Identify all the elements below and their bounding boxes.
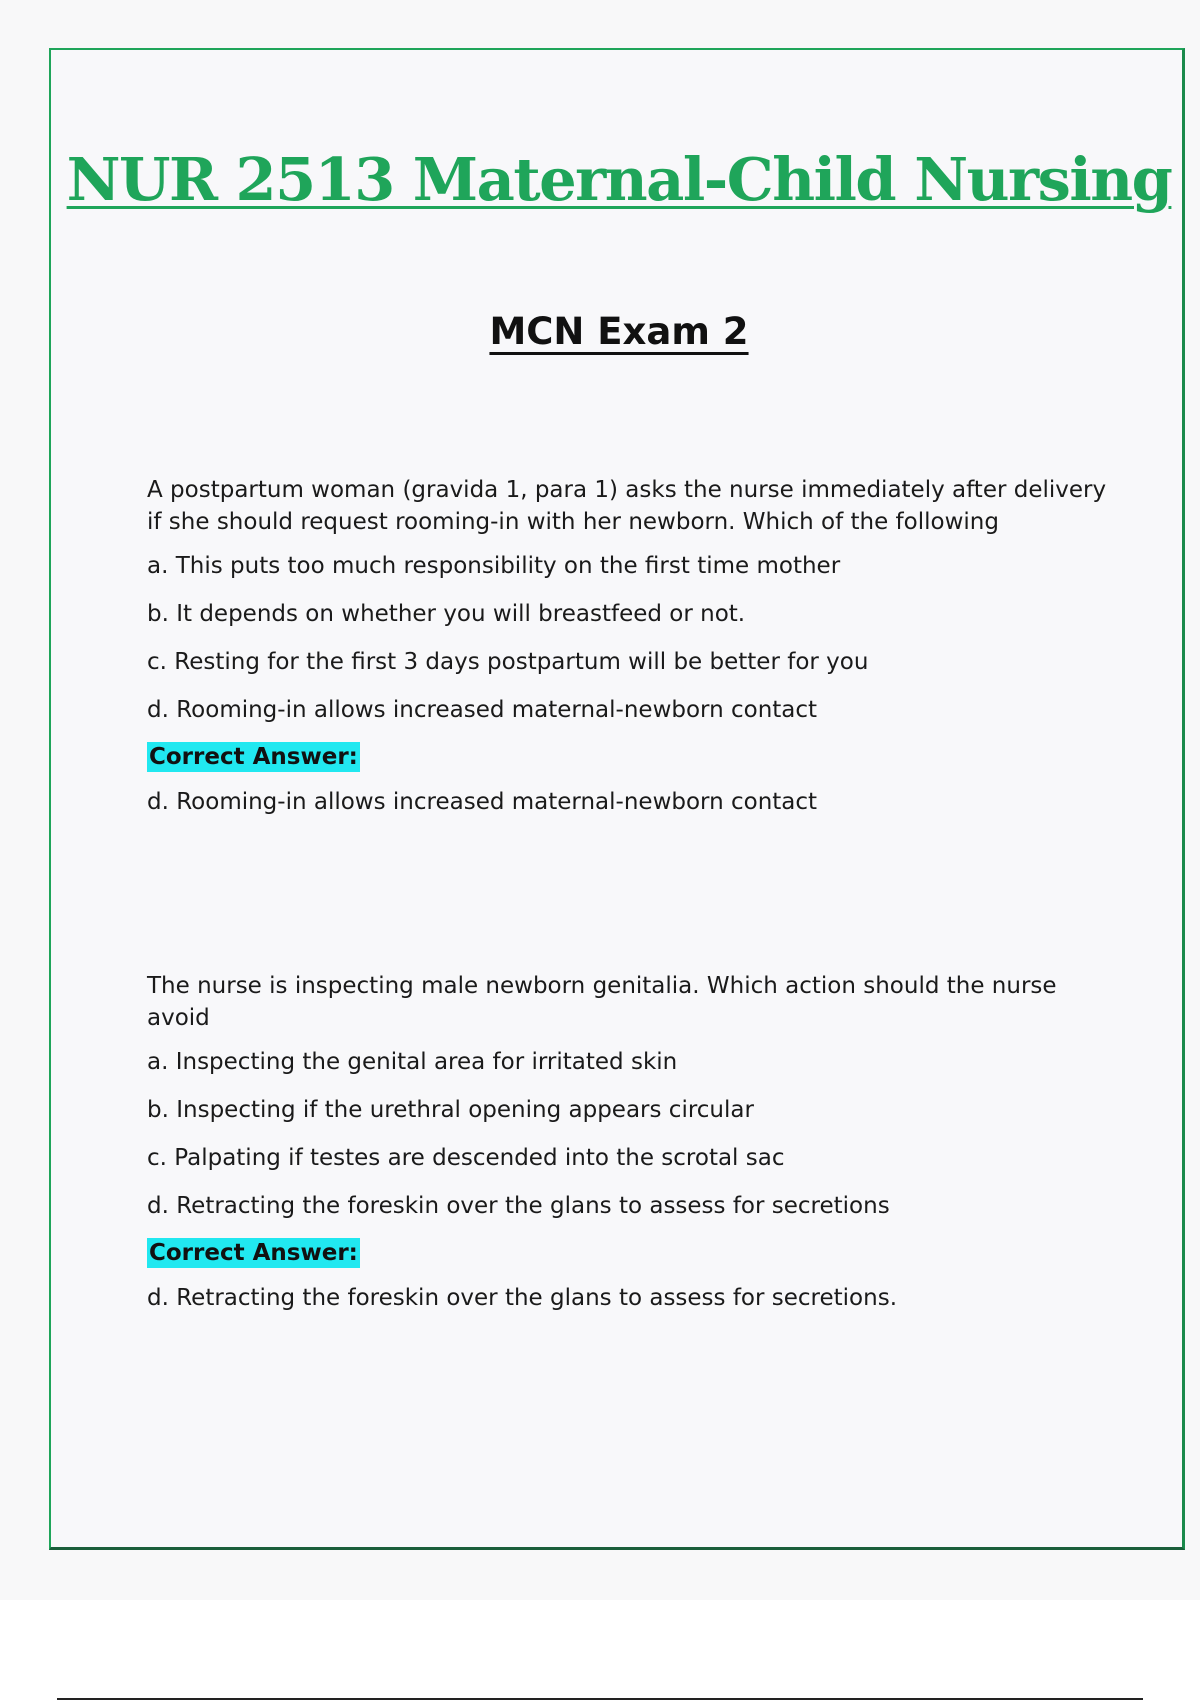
answer-option-b: b. Inspecting if the urethral opening appears circular <box>147 1097 754 1123</box>
question-text: The nurse is inspecting male newborn genitalia. Which action should the nurse avoid <box>147 973 1057 1031</box>
answer-option-d: d. Rooming-in allows increased maternal-newborn contact <box>147 697 818 723</box>
course-title: NUR 2513 Maternal-Child Nursing <box>66 145 1172 214</box>
correct-answer-text: d. Rooming-in allows increased maternal-newborn contact <box>147 789 818 815</box>
page-border-frame <box>49 48 1185 1550</box>
question-text: A postpartum woman (gravida 1, para 1) asks the nurse immediately after delivery if she should request rooming-in with her newborn. Which of the following <box>147 477 1107 535</box>
answer-option-a: a. Inspecting the genital area for irritated skin <box>147 1049 678 1075</box>
answer-option-a: a. This puts too much responsibility on the first time mother <box>147 553 841 579</box>
correct-answer-label: Correct Answer: <box>149 744 358 770</box>
answer-option-b: b. It depends on whether you will breastfeed or not. <box>147 601 746 627</box>
question-block-1 <box>147 474 1107 818</box>
exam-title: MCN Exam 2 <box>489 310 749 353</box>
question-block-2 <box>147 970 1107 1314</box>
correct-answer-label: Correct Answer: <box>149 1240 358 1266</box>
answer-option-c: c. Palpating if testes are descended into the scrotal sac <box>147 1145 785 1171</box>
correct-answer-text: d. Retracting the foreskin over the glans to assess for secretions. <box>147 1285 898 1311</box>
next-page-area <box>0 1600 1200 1700</box>
answer-option-d: d. Retracting the foreskin over the glans to assess for secretions <box>147 1193 890 1219</box>
answer-option-c: c. Resting for the first 3 days postpartum will be better for you <box>147 649 869 675</box>
